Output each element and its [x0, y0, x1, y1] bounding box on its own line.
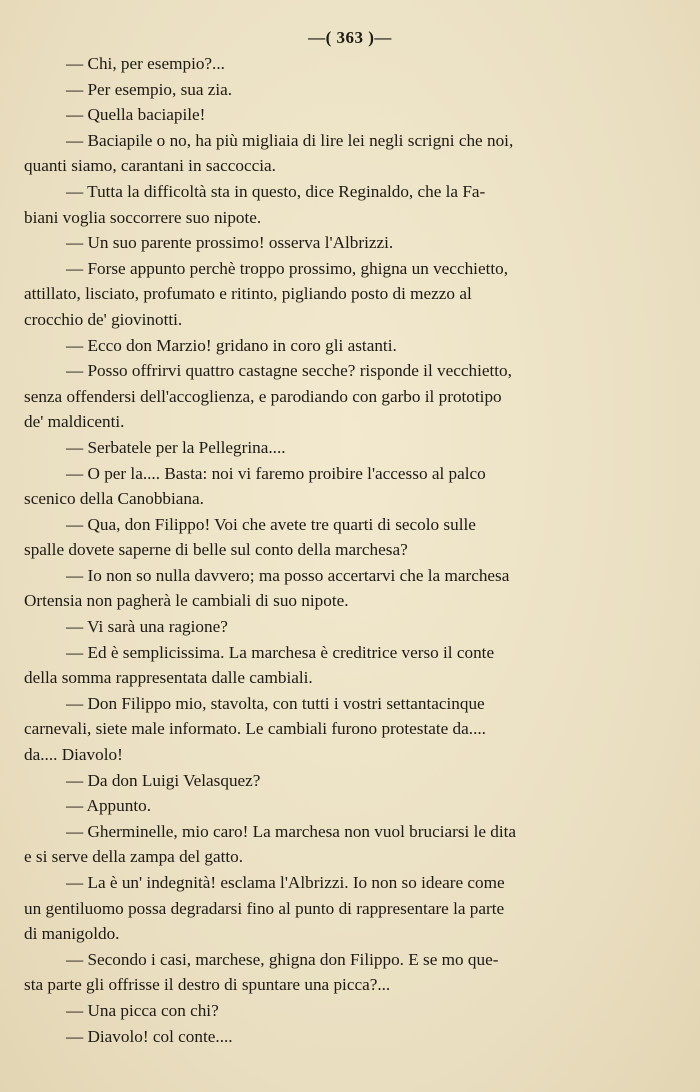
paragraph: — Quella baciapile! [66, 105, 206, 125]
paragraph: — Tutta la difficoltà sta in questo, dice Reginaldo, che la Fa- biani voglia soccorrere suo nipote. [24, 181, 486, 227]
paragraph: — Per esempio, sua zia. [66, 79, 233, 99]
page-number: —( 363 )— [308, 28, 392, 47]
paragraph: — Secondo i casi, marchese, ghigna don Filippo. E se mo que- sta parte gli offrisse il destro di spuntare una picca?... [24, 949, 499, 995]
paragraph: — Forse appunto perchè troppo prossimo, ghigna un vecchietto, attillato, lisciato, profumato e ritinto, pigliando posto di mezzo al crocchio de' giovinotti. [24, 258, 509, 329]
paragraph: — Gherminelle, mio caro! La marchesa non vuol bruciarsi le dita e si serve della zampa del gatto. [24, 821, 517, 867]
paragraph: — Vi sarà una ragione? [66, 617, 228, 637]
paragraph: — Posso offrirvi quattro castagne secche? risponde il vecchietto, senza offendersi dell'accoglienza, e parodiando con garbo il prototipo de' maldicenti. [24, 361, 512, 432]
paragraph: — Ecco don Marzio! gridano in coro gli astanti. [66, 335, 397, 355]
paragraph: — Diavolo! col conte.... [66, 1026, 233, 1046]
paragraph: — Appunto. [66, 796, 151, 816]
paragraph: — La è un' indegnità! esclama l'Albrizzi. Io non so ideare come un gentiluomo possa degradarsi fino al punto di rappresentare la parte di manigoldo. [24, 873, 505, 944]
body-text [24, 51, 606, 1049]
paragraph: — Baciapile o no, ha più migliaia di lire lei negli scrigni che noi, quanti siamo, carantani in saccoccia. [24, 130, 514, 176]
paragraph: — Da don Luigi Velasquez? [66, 770, 261, 790]
paragraph: — Don Filippo mio, stavolta, con tutti i vostri settantacinque carnevali, siete male informato. Le cambiali furono protestate da.... da.... Diavolo! [24, 693, 486, 765]
paragraph: — Chi, per esempio?... [66, 54, 225, 73]
paragraph: — Qua, don Filippo! Voi che avete tre quarti di secolo sulle spalle dovete saperne di belle sul conto della marchesa? [24, 514, 476, 560]
paragraph: — Una picca con chi? [66, 1000, 219, 1020]
paragraph: — Serbatele per la Pellegrina.... [66, 437, 286, 457]
paragraph: — O per la.... Basta: noi vi faremo proibire l'accesso al palco scenico della Canobbiana. [24, 463, 486, 509]
paragraph: — Ed è semplicissima. La marchesa è creditrice verso il conte della somma rappresentata dalle cambiali. [24, 642, 495, 688]
paragraph: — Io non so nulla davvero; ma posso accertarvi che la marchesa Ortensia non pagherà le cambiali di suo nipote. [24, 565, 510, 611]
paragraph: — Un suo parente prossimo! osserva l'Albrizzi. [66, 233, 394, 253]
